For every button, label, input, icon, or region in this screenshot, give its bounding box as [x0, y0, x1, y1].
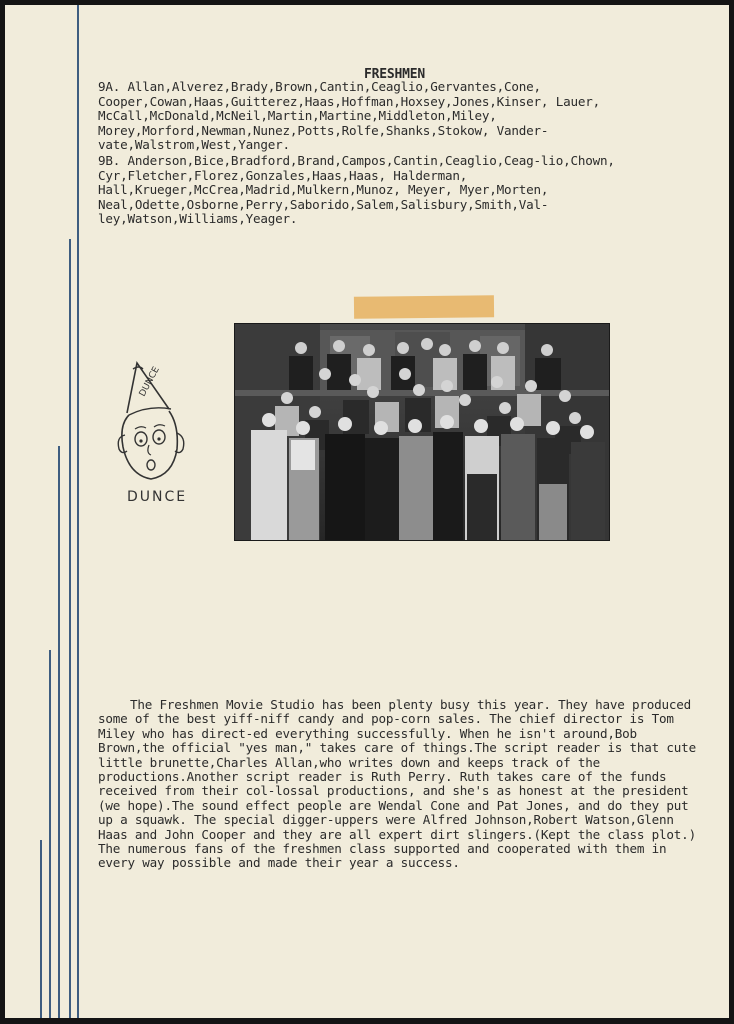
hat-lettering: DUNCE — [137, 365, 162, 399]
dunce-drawing — [113, 361, 193, 491]
margin-line-4 — [49, 650, 51, 1018]
dunce-face-icon — [113, 361, 193, 486]
roster-9b: 9B. Anderson,Bice,Bradford,Brand,Campos,Cantin,Ceaglio,Ceag-lio,Chown, Cyr,Fletcher,Florez,Gonzales,Haas,Haas, Halderman, Hall,Krueger,McCrea,Madrid,Mulkern,Munoz, Meyer, Myer,Morten, Neal,Odette,Osborne,Perry,Saborido,Salem,Salisbury,Smith,Val-ley,Watson,Williams,Yeager. — [98, 152, 615, 227]
yearbook-page — [5, 5, 729, 1018]
class-photo-image — [235, 324, 609, 540]
roster-9a: 9A. Allan,Alverez,Brady,Brown,Cantin,Ceaglio,Gervantes,Cone, Cooper,Cowan,Haas,Guitterez,Haas,Hoffman,Hoxsey,Jones,Kinser, Lauer, McCall,McDonald,McNeil,Martin,Martine,Middleton,Miley, Morey,Morford,Newman,Nunez,Potts,Rolfe,Shanks,Stokow, Vander-vate,Walstrom,West,Yanger. — [98, 79, 600, 153]
margin-line-2 — [69, 239, 71, 1018]
class-roster — [98, 80, 698, 227]
margin-line-3 — [58, 446, 60, 1018]
dunce-caption: DUNCE — [127, 489, 188, 505]
class-story-paragraph: The Freshmen Movie Studio has been plenty busy this year. They have produced some of the best yiff-niff candy and pop-corn sales. The chief director is Tom Miley who has direct-ed everything successfully. When he isn't around,Bob Brown,the official "yes man," takes care of things.The script reader is that cute little brunette,Charles Allan,who writes down and keeps track of the productions.Another script reader is Ruth Perry. Ruth takes care of the funds received from their col-lossal productions, and she's as honest at the president (we hope).The sound effect people are Wendal Cone and Pat Jones, and do they put up a squawk. The special digger-uppers were Alfred Johnson,Robert Watson,Glenn Haas and John Cooper and they are all expert dirt slingers.(Kept the class plot.) The numerous fans of the freshmen class supported and cooperated with them in every way possible and made their year a success. — [98, 697, 696, 871]
margin-line-5 — [40, 840, 42, 1018]
page-title: FRESHMEN — [363, 67, 425, 82]
masking-tape — [354, 295, 494, 318]
class-photo — [234, 323, 610, 541]
margin-line-1 — [77, 5, 79, 1018]
